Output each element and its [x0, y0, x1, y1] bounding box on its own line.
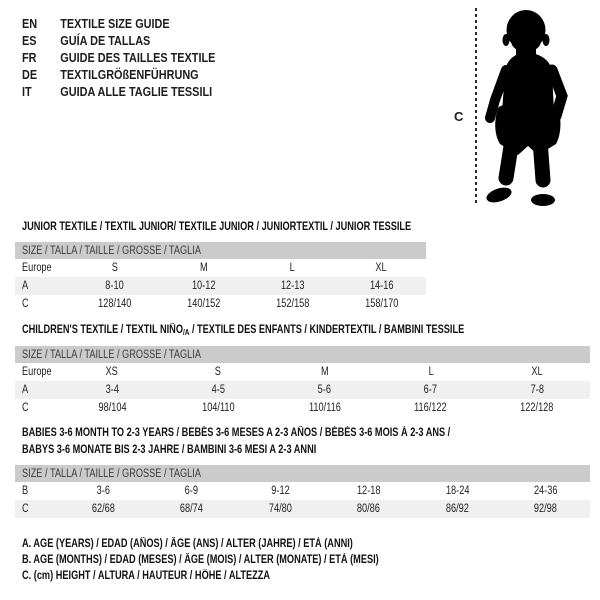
row-label: C	[22, 298, 29, 310]
height-measure-dashed-line	[475, 8, 477, 206]
height-cell: 152/158	[275, 298, 310, 310]
table-row	[15, 295, 426, 313]
guide-title: GUIDE DES TAILLES TEXTILE	[60, 50, 216, 65]
size-cell: XS	[105, 366, 119, 378]
babies-title-line2: BABYS 3-6 MONATE BIS 2-3 JAHRE / BAMBINI 3-6 MESI A 2-3 ANNI	[22, 444, 317, 456]
height-cell: 74/80	[268, 503, 292, 515]
junior-section-title: JUNIOR TEXTILE / TEXTIL JUNIOR/ TEXTILE JUNIOR / JUNIORTEXTIL / JUNIOR TESSILE	[22, 221, 412, 233]
age-cell: 5-6	[317, 384, 332, 396]
babies-title-line1: BABIES 3-6 MONTH TO 2-3 YEARS / BEBÉS 3-6 MESES A 2-3 AÑOS / BÉBÉS 3-6 MOIS À 2-3 ANS /	[22, 427, 451, 439]
language-code: ES	[22, 33, 37, 48]
babies-section-title	[22, 424, 557, 458]
height-cell: 98/104	[98, 402, 127, 414]
size-cell: XL	[375, 262, 388, 274]
height-cell: 128/140	[97, 298, 132, 310]
baby-silhouette-icon	[482, 8, 572, 208]
footnote-c: C. (cm) HEIGHT / ALTURA / HAUTEUR / HÖHE / ALTEZZA	[22, 570, 271, 582]
age-cell: 9-12	[271, 485, 290, 497]
language-row	[22, 49, 215, 66]
row-label: Europe	[22, 262, 52, 274]
table-row	[15, 259, 426, 277]
size-header-bar	[15, 346, 590, 363]
size-header-bar	[15, 465, 590, 482]
row-label: C	[22, 503, 29, 515]
language-code: FR	[22, 50, 37, 65]
height-cell: 80/86	[357, 503, 381, 515]
age-cell: 7-8	[530, 384, 544, 396]
row-label: Europe	[22, 366, 52, 378]
junior-size-table	[15, 242, 426, 313]
height-cell: 104/110	[202, 402, 235, 414]
table-row	[15, 500, 590, 518]
language-title-list	[22, 15, 244, 100]
language-row	[22, 83, 215, 100]
size-cell: L	[289, 262, 296, 274]
height-cell: 62/68	[91, 503, 115, 515]
guide-title: TEXTILGRÖßENFÜHRUNG	[60, 67, 199, 82]
table-row	[15, 277, 426, 295]
height-measure-label: C	[454, 109, 464, 124]
age-cell: 18-24	[445, 485, 470, 497]
age-cell: 6-9	[185, 485, 199, 497]
age-cell: 4-5	[211, 384, 225, 396]
height-cell: 68/74	[180, 503, 204, 515]
footnote-legend	[22, 536, 468, 584]
guide-title: TEXTILE SIZE GUIDE	[60, 16, 170, 31]
height-cell: 116/122	[414, 402, 447, 414]
size-cell: M	[199, 262, 208, 274]
language-row	[22, 66, 215, 83]
height-cell: 92/98	[534, 503, 558, 515]
height-cell: 140/152	[186, 298, 221, 310]
guide-title: GUÍA DE TALLAS	[60, 33, 151, 48]
size-cell: S	[111, 262, 118, 274]
language-code: IT	[22, 84, 32, 99]
height-cell: 110/116	[308, 402, 341, 414]
babies-size-table	[15, 465, 590, 518]
size-cell: XL	[531, 366, 543, 378]
age-cell: 6-7	[424, 384, 438, 396]
table-row	[15, 381, 590, 399]
height-cell: 122/128	[520, 402, 554, 414]
size-header-text: SIZE / TALLA / TAILLE / GRÖSSE / TAGLIA	[22, 467, 201, 480]
age-cell: 12-18	[356, 485, 381, 497]
language-code: EN	[22, 16, 38, 31]
age-cell: 3-4	[105, 384, 119, 396]
row-label: B	[22, 485, 29, 497]
age-cell: 10-12	[191, 280, 216, 292]
age-cell: 8-10	[105, 280, 124, 292]
age-cell: 24-36	[533, 485, 558, 497]
age-cell: 12-13	[280, 280, 305, 292]
row-label: A	[22, 384, 29, 396]
height-cell: 158/170	[364, 298, 399, 310]
guide-title: GUIDA ALLE TAGLIE TESSILI	[60, 84, 213, 99]
size-cell: L	[428, 366, 434, 378]
language-row	[22, 15, 215, 32]
height-cell: 86/92	[445, 503, 469, 515]
table-row	[15, 363, 590, 381]
table-row	[15, 399, 590, 417]
size-header-text: SIZE / TALLA / TAILLE / GRÖSSE / TAGLIA	[22, 348, 201, 361]
childrens-section-title: CHILDREN'S TEXTILE / TEXTIL NIÑO/A / TEXTILE DES ENFANTS / KINDERTEXTIL / BAMBINI TESSILE	[22, 324, 465, 337]
size-cell: S	[215, 366, 222, 378]
age-cell: 3-6	[96, 485, 110, 497]
row-label: A	[22, 280, 29, 292]
age-cell: 14-16	[369, 280, 394, 292]
size-header-text: SIZE / TALLA / TAILLE / GRÖSSE / TAGLIA	[22, 244, 201, 257]
size-cell: M	[320, 366, 329, 378]
language-code: DE	[22, 67, 38, 82]
size-header-bar	[15, 242, 426, 259]
language-row	[22, 32, 215, 49]
footnote-b: B. AGE (MONTHS) / EDAD (MESES) / ÂGE (MOIS) / ALTER (MONATE) / ETÀ (MESI)	[22, 554, 379, 566]
row-label: C	[22, 402, 29, 414]
footnote-a: A. AGE (YEARS) / EDAD (AÑOS) / ÂGE (ANS) / ALTER (JAHRE) / ETÀ (ANNI)	[22, 538, 353, 550]
table-row	[15, 482, 590, 500]
childrens-size-table	[15, 346, 590, 417]
